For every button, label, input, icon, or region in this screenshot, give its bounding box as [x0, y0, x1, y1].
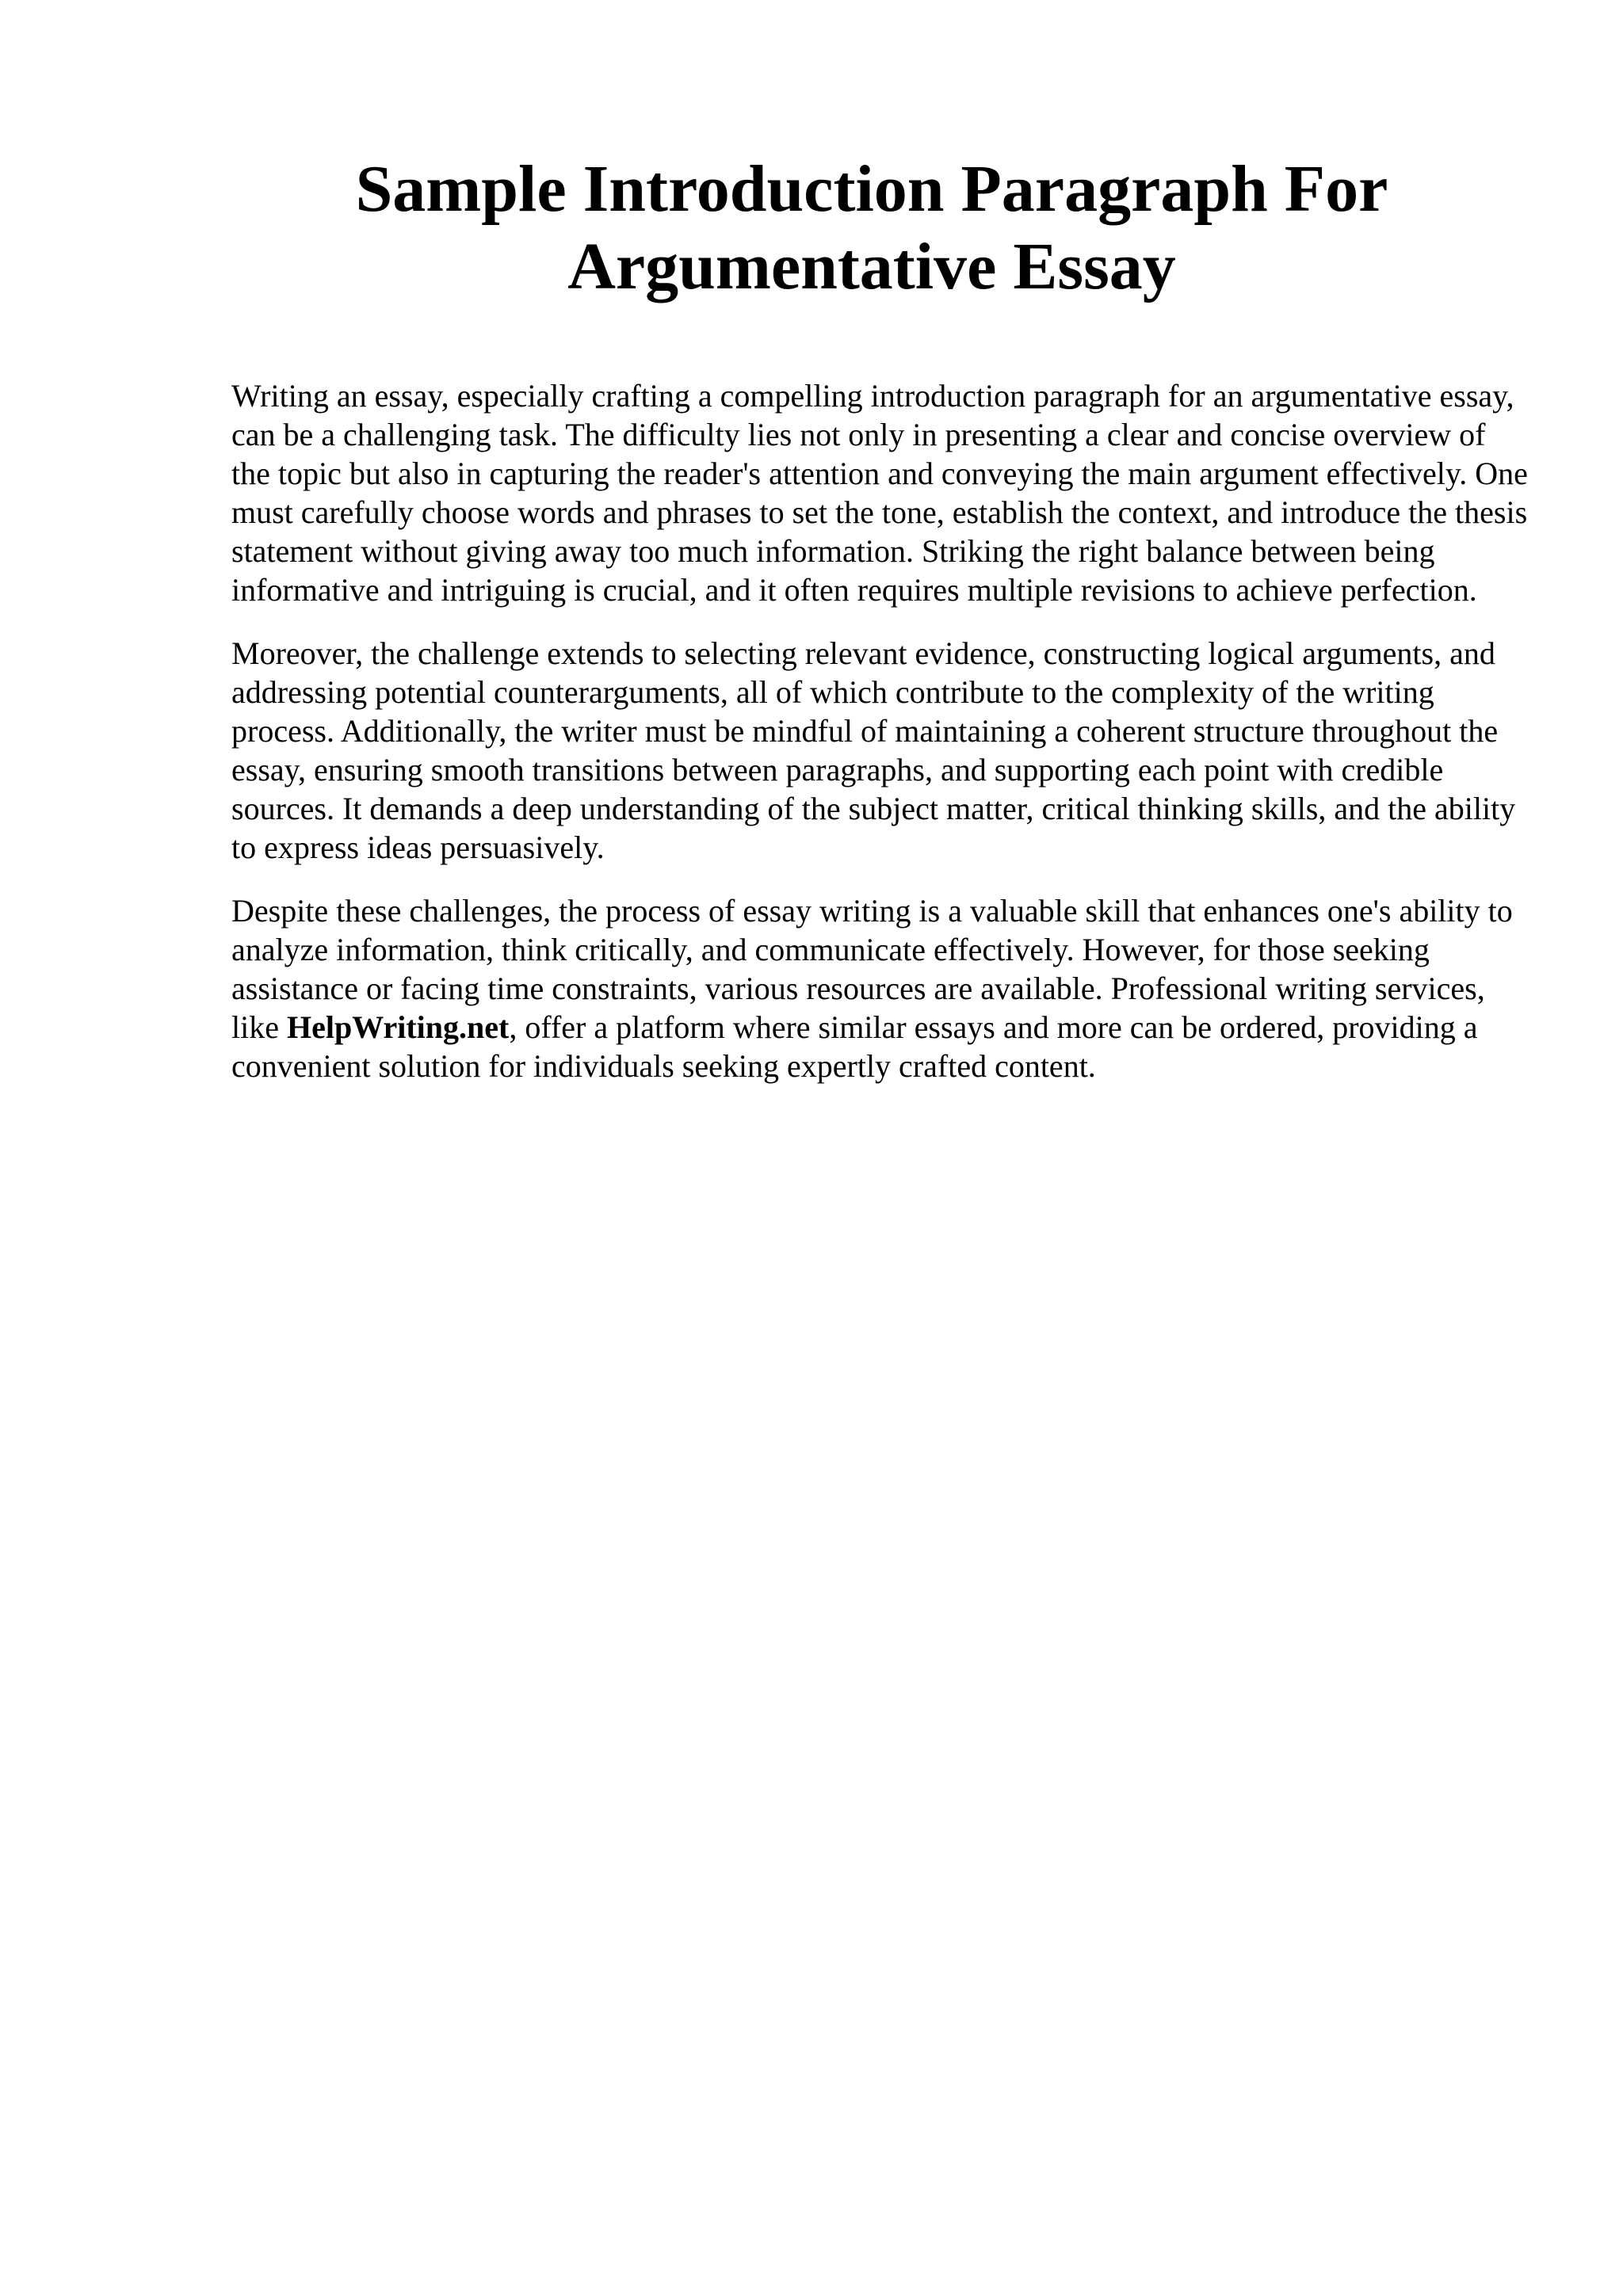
page-title: Sample Introduction Paragraph For Argumentative Essay — [355, 152, 1388, 303]
helpwriting-link[interactable]: HelpWriting.net — [286, 1009, 510, 1045]
paragraph-3 — [231, 891, 1531, 1085]
paragraph-2: Moreover, the challenge extends to selecting relevant evidence, constructing logical arguments, and addressing potential counterarguments, all of which contribute to the complexity of the writing process. Additionally, the writer must be mindful of maintaining a coherent structure throughout the essay, ensuring smooth transitions between paragraphs, and supporting each point with credible sources. It demands a deep understanding of the subject matter, critical thinking skills, and the ability to express ideas persuasively. — [231, 635, 1516, 865]
paragraph-3-text-before-link: Despite these challenges, the process of essay writing is a valuable skill that enhances one's ability to analyze information, think critically, and communicate effectively. However, for those seeking assistance or facing time constraints, various resources are available. Professional writing services, like — [231, 893, 1513, 1045]
document-body — [231, 376, 1531, 1110]
paragraph-3-text-after-link: , offer a platform where similar essays and more can be ordered, providing a convenient solution for individuals seeking expertly crafted content. — [231, 1009, 1478, 1084]
paragraph-1: Writing an essay, especially crafting a compelling introduction paragraph for an argumentative essay, can be a challenging task. The difficulty lies not only in presenting a clear and concise overview of the topic but also in capturing the reader's attention and conveying the main argument effectively. One must carefully choose words and phrases to set the tone, establish the context, and introduce the thesis statement without giving away too much information. Striking the right balance between being informative and intriguing is crucial, and it often requires multiple revisions to achieve perfection. — [231, 378, 1528, 608]
